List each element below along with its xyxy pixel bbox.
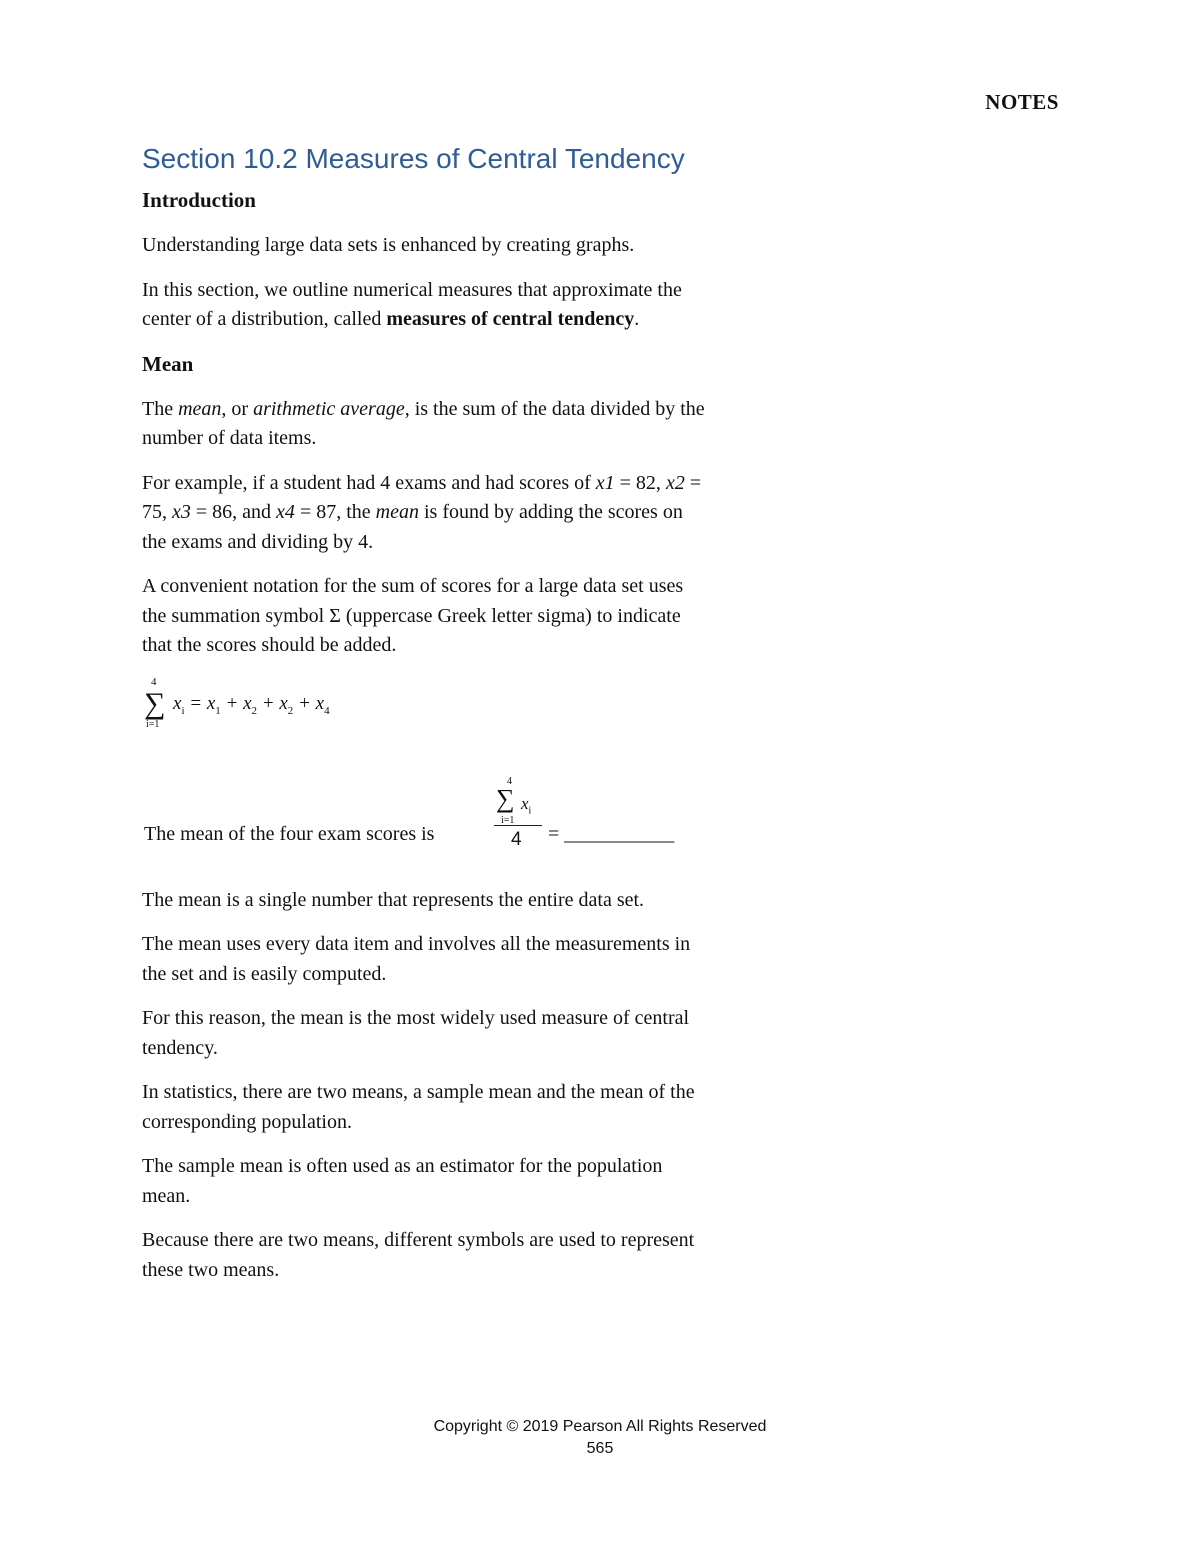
sigma-symbol: ∑ <box>144 686 166 720</box>
intro-paragraph-measures: In this section, we outline numerical measures that approximate the center of a distribution, called measures of central tendency. <box>142 278 682 330</box>
summation-formula <box>142 676 707 760</box>
intro-paragraph-graphs: Understanding large data sets is enhanced by creating graphs. <box>142 234 635 256</box>
mean-fraction <box>494 776 544 866</box>
fraction-denominator: 4 <box>511 828 522 850</box>
fraction-bar <box>494 825 542 826</box>
summation-notation-paragraph: A convenient notation for the sum of scores for a large data set uses the summation symbol Σ (uppercase Greek letter sigma) to indicate that the scores should be added. <box>142 575 684 656</box>
mean-definition: The mean, or arithmetic average, is the sum of the data divided by the number of data items. <box>142 397 705 449</box>
mean-formula-text: The mean of the four exam scores is <box>144 822 435 845</box>
answer-blank: = ___________ <box>548 822 675 845</box>
measures-term: measures of central tendency <box>386 308 635 330</box>
page-number: 565 <box>586 1440 614 1457</box>
fraction-sigma-symbol: ∑ <box>496 783 515 813</box>
section-title: Section 10.2 Measures of Central Tendency <box>142 143 685 174</box>
page-footer <box>0 1416 1200 1460</box>
mean-single-number-paragraph: The mean is a single number that represents the entire data set. <box>142 888 645 911</box>
mean-formula <box>142 776 707 872</box>
two-means-paragraph: In statistics, there are two means, a sample mean and the mean of the corresponding population. <box>142 1081 695 1133</box>
fraction-lower-limit: i=1 <box>501 814 515 826</box>
page-content <box>142 140 707 1300</box>
mean-example: For example, if a student had 4 exams and had scores of x1 = 82, x2 = 75, x3 = 86, and x4 = 87, the mean is found by adding the scores on the exams and dividing by 4. <box>142 471 702 553</box>
mean-every-item-paragraph: The mean uses every data item and involves all the measurements in the set and is easily computed. <box>142 933 691 985</box>
sum-lower-limit: i=1 <box>146 718 160 730</box>
fraction-term: $x_i$ <box>521 793 532 816</box>
mean-reason-paragraph: For this reason, the mean is the most widely used measure of central tendency. <box>142 1007 690 1059</box>
symbols-paragraph: Because there are two means, different symbols are used to represent these two means. <box>142 1229 695 1281</box>
sum-upper-limit: 4 <box>151 675 157 688</box>
mean-heading: Mean <box>142 351 194 376</box>
estimator-paragraph: The sample mean is often used as an estimator for the population mean. <box>142 1155 663 1207</box>
notes-label: NOTES <box>985 90 1059 114</box>
copyright-notice: Copyright © 2019 Pearson All Rights Reserved <box>433 1418 767 1435</box>
fraction-upper-limit: 4 <box>507 775 512 787</box>
sum-expression: $x_i = x_1 + x_2 + x_2 + x_4$ <box>173 692 330 717</box>
introduction-heading: Introduction <box>142 188 256 212</box>
